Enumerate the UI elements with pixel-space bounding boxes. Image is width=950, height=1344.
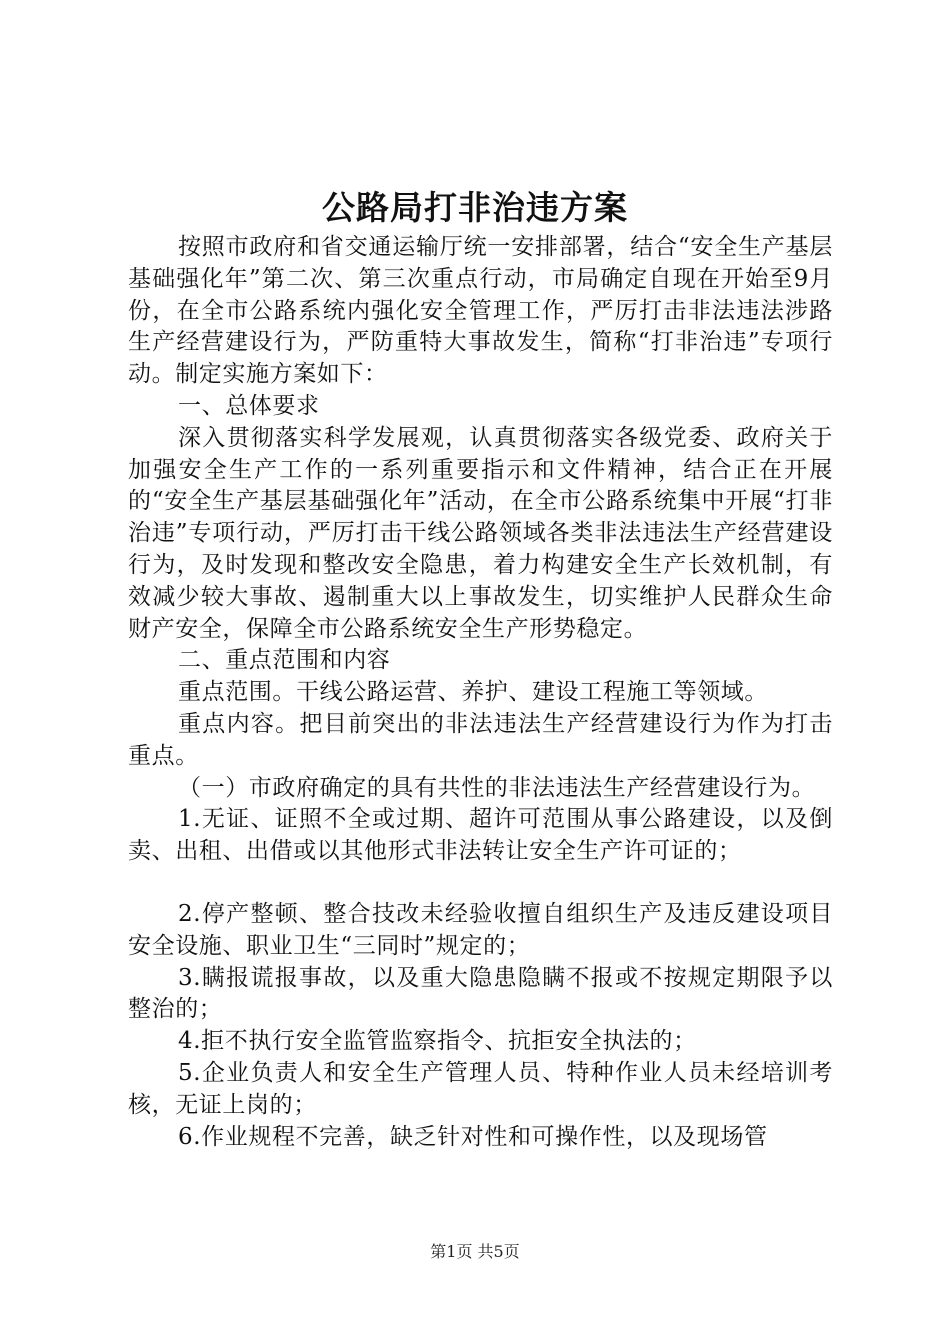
list-item-3: 3.瞒报谎报事故，以及重大隐患隐瞒不报或不按规定期限予以整治的； <box>128 964 833 1023</box>
paragraph-key-scope: 重点范围。干线公路运营、养护、建设工程施工等领域。 <box>178 679 768 706</box>
list-item-1: 1.无证、证照不全或过期、超许可范围从事公路建设，以及倒卖、出租、出借或以其他形式非法转让安全生产许可证的； <box>128 806 833 865</box>
paragraph-intro: 按照市政府和省交通运输厅统一安排部署，结合“安全生产基层基础强化年”第二次、第三次重点行动，市局确定自现在开始至9月份，在全市公路系统内强化安全管理工作，严厉打击非法违法涉路生产经营建设行为，严防重特大事故发生，简称“打非治违”专项行动。制定实施方案如下： <box>128 234 833 388</box>
document-title: 公路局打非治违方案 <box>322 188 628 227</box>
page-footer: 第1页 共5页 <box>430 1242 520 1261</box>
list-item-4: 4.拒不执行安全监管监察指令、抗拒安全执法的； <box>178 1028 697 1055</box>
document-body <box>128 232 833 1153</box>
heading-general-requirements: 一、总体要求 <box>178 392 320 419</box>
list-item-2: 2.停产整顿、整合技改未经验收擅自组织生产及违反建设项目安全设施、职业卫生“三同时”规定的； <box>128 900 833 959</box>
subheading-common-violations: （一）市政府确定的具有共性的非法违法生产经营建设行为。 <box>178 774 816 801</box>
paragraph-key-content: 重点内容。把目前突出的非法违法生产经营建设行为作为打击重点。 <box>128 710 833 769</box>
paragraph-general-requirements: 深入贯彻落实科学发展观，认真贯彻落实各级党委、政府关于加强安全生产工作的一系列重要指示和文件精神，结合正在开展的“安全生产基层基础强化年”活动，在全市公路系统集中开展“打非治违”专项行动，严厉打击干线公路领域各类非法违法生产经营建设行为，及时发现和整改安全隐患，着力构建安全生产长效机制，有效减少较大事故、遏制重大以上事故发生，切实维护人民群众生命财产安全，保障全市公路系统安全生产形势稳定。 <box>128 424 833 642</box>
heading-scope-and-content: 二、重点范围和内容 <box>178 647 391 674</box>
list-item-5: 5.企业负责人和安全生产管理人员、特种作业人员未经培训考核，无证上岗的； <box>128 1059 833 1118</box>
list-item-6: 6.作业规程不完善，缺乏针对性和可操作性，以及现场管 <box>178 1123 768 1150</box>
